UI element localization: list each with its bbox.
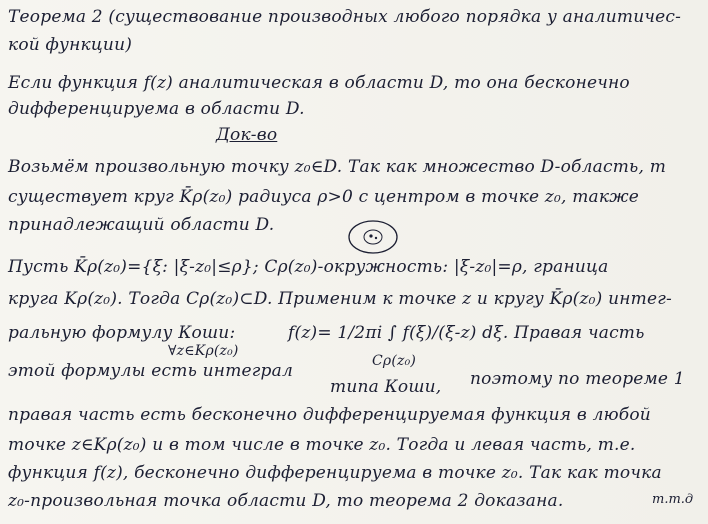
proof-heading-text: Док-во bbox=[216, 125, 278, 145]
proof-text-3: принадлежащий области D. bbox=[8, 215, 275, 235]
theorem-title-line bbox=[8, 6, 704, 28]
cauchy-formula-text: f(z)= 1/2πi ∫ f(ξ)/(ξ-z) dξ. Правая часть bbox=[288, 323, 645, 343]
proof-line-1 bbox=[8, 156, 704, 178]
proof-text-4: Пусть K̄ρ(z₀)={ξ: |ξ-z₀|≤ρ}; Cρ(z₀)-окружность: |ξ-z₀|=ρ, граница bbox=[8, 257, 609, 277]
proof-text-1: Возьмём произвольную точку z₀∈D. Так как множество D-область, т bbox=[8, 157, 667, 177]
theorem-ref bbox=[470, 368, 704, 390]
proof-line-9 bbox=[8, 462, 704, 484]
contour-subscript bbox=[372, 350, 452, 372]
theorem-ref-text: поэтому по теореме 1 bbox=[470, 369, 685, 389]
cauchy-condition-text: ∀z∈Kρ(z₀) bbox=[168, 343, 239, 359]
proof-line-7 bbox=[8, 404, 704, 426]
contour-subscript-text: Cρ(z₀) bbox=[372, 353, 417, 369]
proof-text-8: точке z∈Kρ(z₀) и в том числе в точке z₀. Тогда и левая часть, т.е. bbox=[8, 435, 636, 455]
cauchy-type-text: типа Коши, bbox=[330, 377, 442, 397]
proof-line-6 bbox=[8, 360, 308, 382]
proof-text-5: круга Kρ(z₀). Тогда Cρ(z₀)⊂D. Применим к точке z и кругу K̄ρ(z₀) интег- bbox=[8, 289, 672, 309]
statement-text-1: Если функция f(z) аналитическая в области D, то она бесконечно bbox=[8, 73, 630, 93]
proof-line-2 bbox=[8, 186, 704, 208]
cauchy-condition bbox=[168, 340, 298, 362]
cauchy-formula-label: ральную формулу Коши: bbox=[8, 323, 236, 343]
theorem-title: Теорема 2 (существование производных любого порядка у аналитичес- bbox=[8, 7, 682, 27]
proof-line-5 bbox=[8, 288, 704, 310]
proof-line-10 bbox=[8, 490, 638, 512]
statement-line-1 bbox=[8, 72, 704, 94]
cauchy-formula bbox=[288, 322, 704, 344]
proof-text-6: этой формулы есть интеграл bbox=[8, 361, 294, 381]
proof-text-2: существует круг K̄ρ(z₀) радиуса ρ>0 с центром в точке z₀, также bbox=[8, 187, 639, 207]
proof-line-8 bbox=[8, 434, 704, 456]
theorem-title-line-2 bbox=[8, 34, 704, 56]
proof-text-9: функция f(z), бесконечно дифференцируема в точке z₀. Так как точка bbox=[8, 463, 662, 483]
circle-sketch bbox=[346, 218, 400, 256]
theorem-title-cont: кой функции) bbox=[8, 35, 133, 55]
cauchy-type bbox=[330, 376, 470, 398]
qed-mark bbox=[652, 492, 693, 507]
proof-heading bbox=[216, 124, 704, 146]
statement-text-2: дифференцируема в области D. bbox=[8, 99, 305, 119]
proof-text-10: z₀-произвольная точка области D, то теорема 2 доказана. bbox=[8, 491, 564, 511]
proof-text-7: правая часть есть бесконечно дифференцируемая функция в любой bbox=[8, 405, 651, 425]
qed-text: т.т.д bbox=[652, 492, 694, 507]
proof-line-4 bbox=[8, 256, 704, 278]
statement-line-2 bbox=[8, 98, 704, 120]
